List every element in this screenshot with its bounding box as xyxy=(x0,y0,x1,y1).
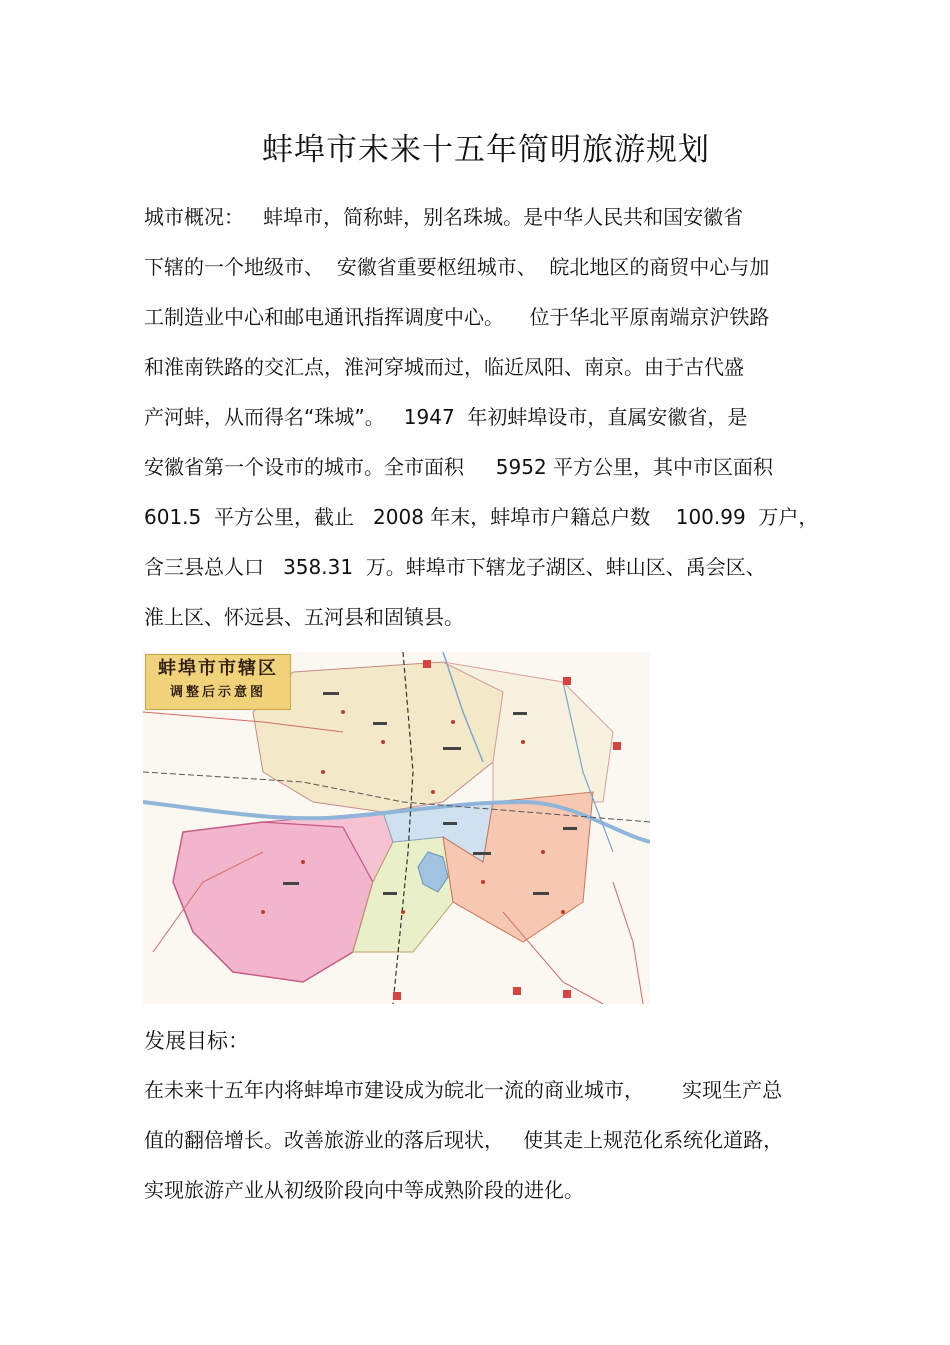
map-legend-box xyxy=(145,654,291,710)
overview-line: 和淮南铁路的交汇点，淮河穿城而过，临近凤阳、南京。由于古代盛 xyxy=(144,355,744,379)
overview-line: 淮上区、怀远县、五河县和固镇县。 xyxy=(144,605,464,629)
overview-line: 含三县总人口 358.31 万。蚌埠市下辖龙子湖区、蚌山区、禹会区、 xyxy=(144,555,766,579)
map-legend-subtitle: 调整后示意图 xyxy=(169,685,266,700)
goal-paragraph xyxy=(144,1065,804,1215)
overview-line: 下辖的一个地级市、 安徽省重要枢纽城市、 皖北地区的商贸中心与加 xyxy=(144,255,770,279)
overview-line: 安徽省第一个设市的城市。全市面积 5952 平方公里，其中市区面积 xyxy=(144,455,774,479)
district-map-image xyxy=(143,652,650,1004)
goal-line: 在未来十五年内将蚌埠市建设成为皖北一流的商业城市， 实现生产总 xyxy=(144,1078,783,1102)
overview-line: 产河蚌，从而得名“珠城”。 1947 年初蚌埠设市，直属安徽省，是 xyxy=(144,405,748,429)
goal-line: 实现旅游产业从初级阶段向中等成熟阶段的进化。 xyxy=(144,1178,584,1202)
goal-line: 值的翻倍增长。改善旅游业的落后现状， 使其走上规范化系统化道路， xyxy=(144,1128,784,1152)
overview-line: 城市概况： 蚌埠市，简称蚌，别名珠城。是中华人民共和国安徽省 xyxy=(144,205,744,229)
goal-heading: 发展目标： xyxy=(144,1029,249,1053)
document-title: 蚌埠市未来十五年简明旅游规划 xyxy=(262,132,710,168)
overview-line: 601.5 平方公里，截止 2008 年末，蚌埠市户籍总户数 100.99 万户， xyxy=(144,505,819,529)
overview-line: 工制造业中心和邮电通讯指挥调度中心。 位于华北平原南端京沪铁路 xyxy=(144,305,770,329)
map-legend-title: 蚌埠市市辖区 xyxy=(158,658,278,679)
overview-paragraph xyxy=(144,192,819,642)
